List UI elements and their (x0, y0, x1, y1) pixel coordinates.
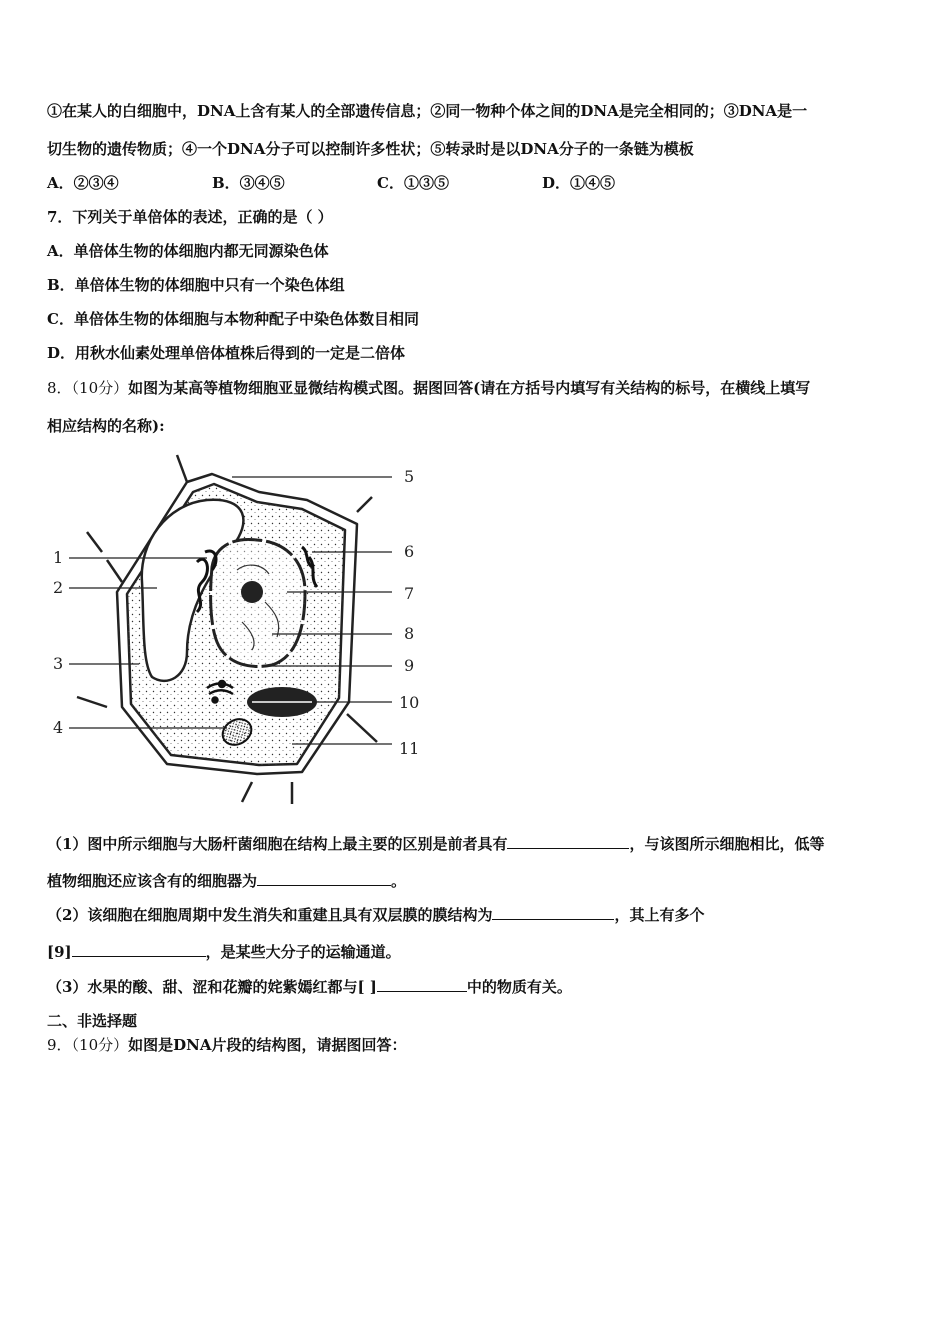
nucleolus (241, 581, 263, 603)
q8-sub3-line (47, 976, 910, 997)
label-1: 1 (53, 548, 64, 567)
q8-sub3-text-b: 中的物质有关。 (466, 978, 572, 996)
q6-option-a[interactable]: A．②③④ (47, 174, 119, 192)
q8-sub3-blank[interactable] (377, 976, 467, 992)
q8-number: 8．（10分） (47, 379, 129, 397)
q6-option-c[interactable]: C．①③⑤ (377, 174, 449, 192)
q8-sub2-prefix: [9] (47, 943, 72, 961)
q8-sub3-text-a: （3）水果的酸、甜、涩和花瓣的姹紫嫣红都与[ ] (47, 978, 377, 996)
q6-option-d[interactable]: D．①④⑤ (542, 174, 616, 192)
q8-sub2-suffix: ，是某些大分子的运输通道。 (205, 943, 401, 961)
nucleus (211, 539, 305, 666)
q8-stem-text: 如图为某高等植物细胞亚显微结构模式图。据图回答(请在方括号内填写有关结构的标号，在横线上填写 (128, 379, 811, 397)
q7-option-d[interactable]: D．用秋水仙素处理单倍体植株后得到的一定是二倍体 (47, 344, 406, 362)
q9-number: 9．（10分） (47, 1036, 129, 1054)
q9-stem-text: 如图是DNA片段的结构图，请据图回答： (128, 1036, 407, 1054)
q7-stem: 7．下列关于单倍体的表述，正确的是（ ） (47, 208, 333, 226)
q8-sub2-text-b: ，其上有多个 (614, 906, 705, 924)
q8-sub1-blank-2[interactable] (257, 870, 391, 886)
q6-option-b[interactable]: B．③④⑤ (212, 174, 285, 192)
q8-sub1-end: 。 (391, 872, 407, 890)
q8-sub2-blank-1[interactable] (492, 904, 614, 920)
q8-sub1-text-b: ，与该图所示细胞相比，低等 (629, 835, 825, 853)
label-7: 7 (404, 584, 415, 603)
label-5: 5 (404, 467, 415, 486)
q6-statement-line1: ①在某人的白细胞中，DNA上含有某人的全部遗传信息；②同一物种个体之间的DNA是完全相同的；③DNA是一 (47, 102, 808, 120)
plant-cell-diagram (47, 452, 437, 810)
q8-sub1-text-c: 植物细胞还应该含有的细胞器为 (47, 872, 258, 890)
label-11: 11 (399, 739, 420, 758)
label-9: 9 (404, 656, 415, 675)
q8-sub1-text-a: （1）图中所示细胞与大肠杆菌细胞在结构上最主要的区别是前者具有 (47, 835, 508, 853)
label-10: 10 (399, 693, 420, 712)
label-4: 4 (53, 718, 64, 737)
label-3: 3 (53, 654, 64, 673)
q8-sub1-blank-1[interactable] (507, 833, 629, 849)
section-2-title: 二、非选择题 (47, 1012, 138, 1030)
label-6: 6 (404, 542, 415, 561)
q7-option-b[interactable]: B．单倍体生物的体细胞中只有一个染色体组 (47, 276, 345, 294)
q8-sub2-line1 (47, 904, 910, 925)
q8-sub2-blank-2[interactable] (72, 941, 206, 957)
q6-statement-line2: 切生物的遗传物质；④一个DNA分子可以控制许多性状；⑤转录时是以DNA分子的一条链为模板 (47, 140, 694, 158)
q9-stem (47, 1035, 910, 1055)
q8-stem-line1 (47, 378, 910, 398)
q8-sub1-line1 (47, 833, 910, 854)
q8-stem-line2: 相应结构的名称): (47, 417, 165, 435)
label-2: 2 (53, 578, 64, 597)
q8-sub2-line2 (47, 941, 910, 962)
q8-sub1-line2 (47, 870, 910, 891)
q8-sub2-text-a: （2）该细胞在细胞周期中发生消失和重建且具有双层膜的膜结构为 (47, 906, 493, 924)
q7-option-a[interactable]: A．单倍体生物的体细胞内都无同源染色体 (47, 242, 329, 260)
label-8: 8 (404, 624, 415, 643)
q7-option-c[interactable]: C．单倍体生物的体细胞与本物种配子中染色体数目相同 (47, 310, 419, 328)
